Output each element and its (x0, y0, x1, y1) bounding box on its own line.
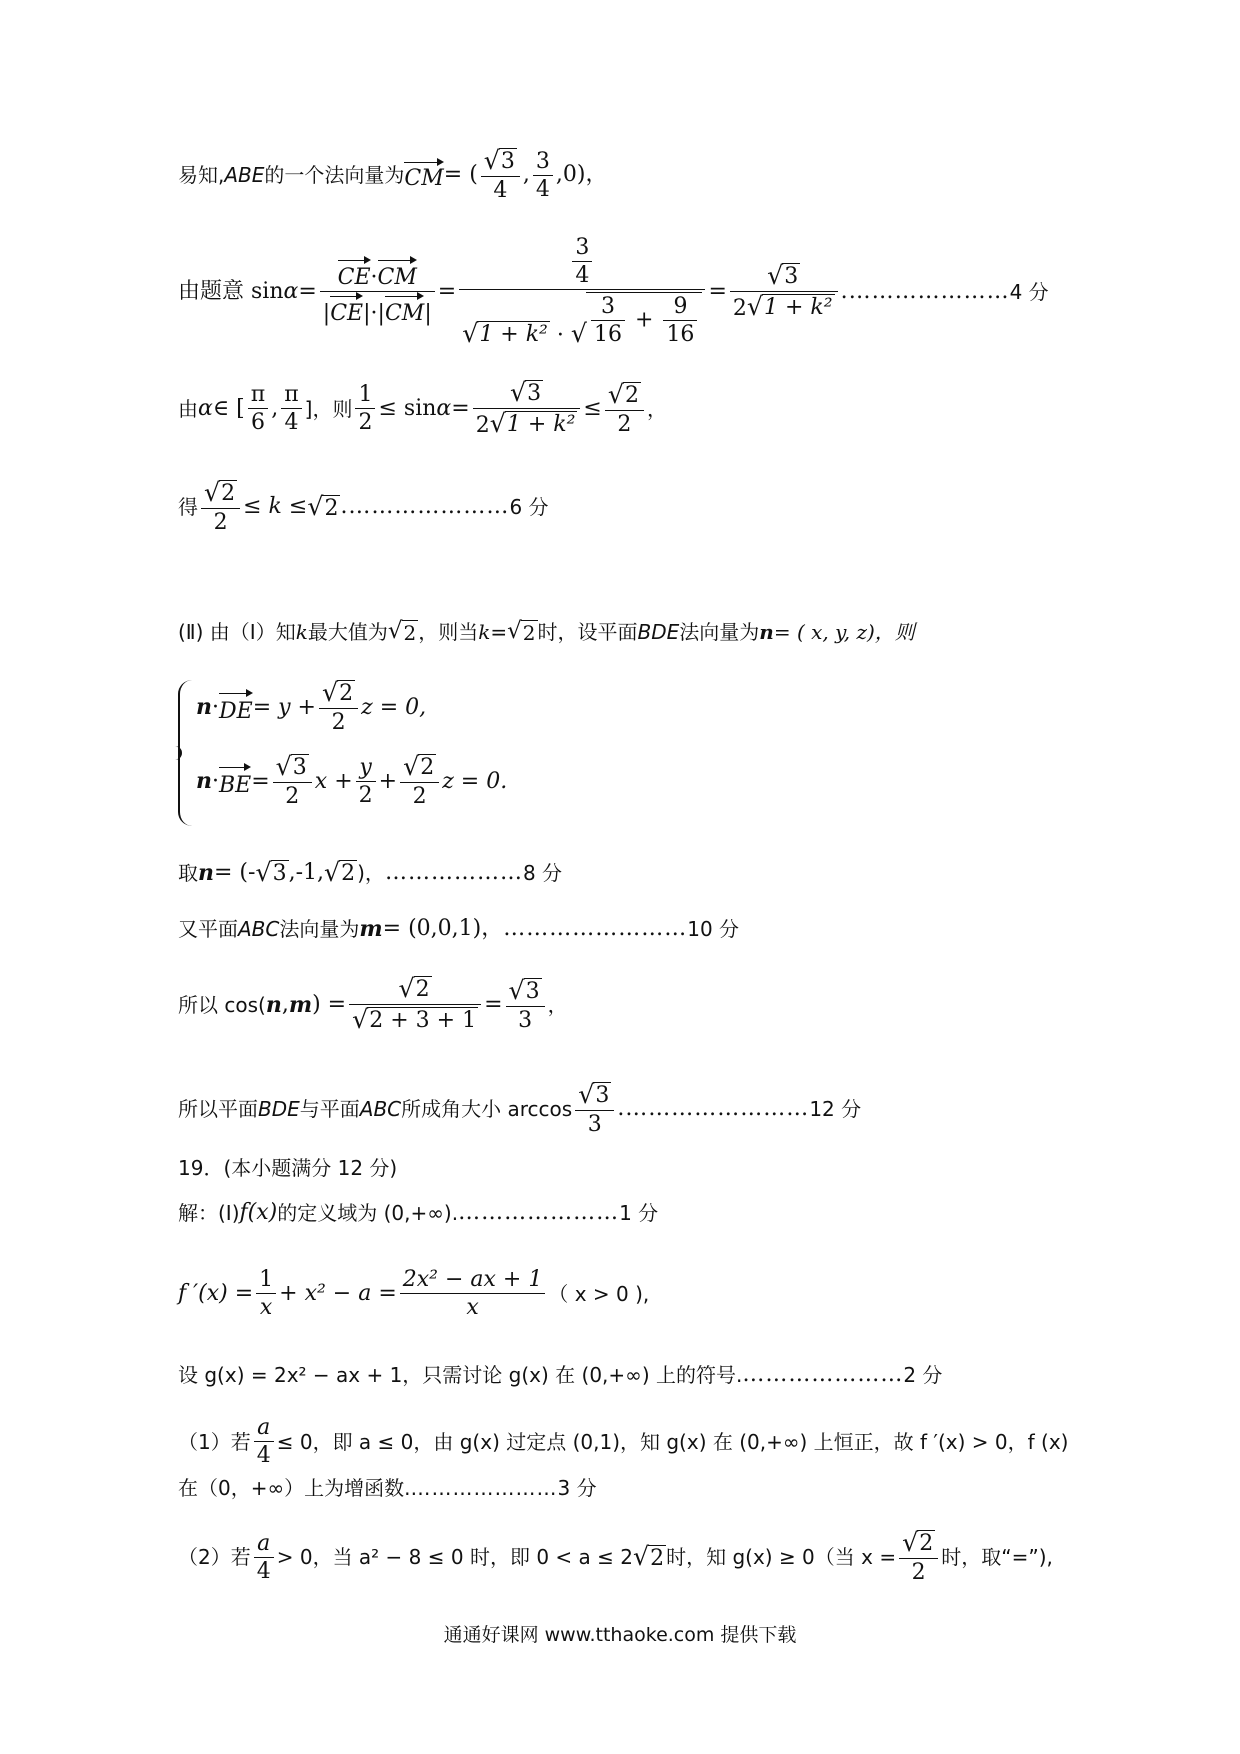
line-derivative: f ′(x) = $\frac{1}{x}$ + x² − a = $\frac{\text{2x² − ax + 1}}{x}$ （ x > 0 ), (178, 1267, 650, 1321)
line-case-1-cont: 在（0，+∞）上为增函数. ………………… 3 分 (178, 1476, 597, 1500)
line-cos: 所以 cos( n , m ) = √ 2 √ 2 + 3 + 1 = √ 3 3 ， (178, 974, 568, 1035)
problem-19-heading: 19．(本小题满分 12 分) (178, 1156, 398, 1180)
score-8: 8 分 (522, 860, 563, 885)
page-footer: 通通好课网 www.tthaoke.com 提供下载 (443, 1624, 797, 1646)
score-12: 12 分 (809, 1097, 862, 1122)
equation-2: n · BE = √ 3 2 x + $\frac{y}{2}$ + √ 2 2 z = 0. (196, 752, 508, 810)
line-g-def: 设 g(x) = 2x² − ax + 1，只需讨论 g(x) 在 (0,+∞) 上的符号. ………………… 2 分 (178, 1362, 943, 1387)
score-2: 2 分 (903, 1363, 943, 1387)
text: 的一个法向量为 (264, 163, 405, 188)
line-case-2: （2）若 $\frac{a}{4}$ > 0，当 a² − 8 ≤ 0 时，即 0 < a ≤ 2 √ 2 时，知 g(x) ≥ 0（当 x = √ 2 2 时，取“=”), (178, 1528, 1053, 1586)
equation-system (178, 680, 938, 828)
text: = ( (443, 162, 478, 188)
score-10: 10 分 (687, 917, 740, 941)
text: 易知, (178, 163, 225, 188)
fraction-ce-cm: $\frac{CE\cdot CM}{|CE|\cdot|CM|}$ (320, 258, 435, 325)
line-domain: 解：(Ⅰ) f(x) 的定义域为 (0,+∞). ………………… 1 分 (178, 1200, 659, 1225)
line-angle-result: 所以平面 BDE 与平面 ABC 所成角大小 arccos √ 3 3 .…………………… 12 分 (178, 1080, 862, 1138)
score-4: 4 分 (1009, 279, 1049, 304)
score-1: 1 分 (619, 1201, 659, 1225)
line-sin-alpha: 由题意 sin α = $\frac{CE\cdot CM}{|CE|\cdot|CM|}$ = $\frac{3}{4}$ √ 1 + k² · √ $\frac{3}{16}$ + $\frac{9}{16}$ = √ 3 2 √ 1 + k² .………………… 4 分 (178, 235, 1049, 349)
line-k-range: 得 √ 2 2 ≤ k ≤ √ 2 .………………… 6 分 (178, 478, 549, 536)
fraction-result: √ 3 2 √ 1 + k² (730, 263, 838, 320)
line-normal-abc: 又平面 ABC 法向量为 m = (0,0,1)， …………………… 10 分 (178, 916, 740, 942)
fraction-sqrt3-over-4: √ 3 4 (481, 148, 520, 202)
fraction-big: $\frac{3}{4}$ √ 1 + k² · √ $\frac{3}{16}$ + $\frac{9}{16}$ (459, 236, 705, 347)
text: ,0)， (555, 162, 608, 188)
line-normal-vector-abe: 易知, ABE 的一个法向量为 CM = ( √ 3 4 , $\frac{3}{4}$ ,0)， (178, 146, 608, 204)
score-3: 3 分 (557, 1476, 597, 1500)
vector-cm: CM (404, 160, 443, 190)
line-part-ii: (Ⅱ) 由（Ⅰ）知 k 最大值为 √ 2 ，则当 k = √ 2 时，设平面 BDE 法向量为 n = ( x, y, z)，则 (178, 618, 915, 645)
label-abe: ABE (224, 163, 265, 188)
line-case-1: （1）若 $\frac{a}{4}$ ≤ 0，即 a ≤ 0，由 g(x) 过定点 (0,1)，知 g(x) 在 (0,+∞) 上恒正，故 f ′(x) > 0，f (x) (178, 1415, 1069, 1469)
equation-1: n · DE = y + √ 2 2 z = 0, (196, 678, 427, 736)
line-alpha-range: 由 α ∈ [ $\frac{\pi}{6}$ , $\frac{\pi}{4}$ ]，则 $\frac{1}{2}$ ≤ sin α = √ 3 2 √ 1 + k² ≤ √ 2 2 ， (178, 378, 667, 439)
line-take-n: 取 n = (- √ 3 ,-1, √ 2 )， ……………… 8 分 (178, 858, 563, 887)
score-6: 6 分 (509, 495, 549, 520)
text: 由题意 sin (178, 278, 284, 304)
fraction-3-over-4: $\frac{3}{4}$ (533, 150, 553, 201)
